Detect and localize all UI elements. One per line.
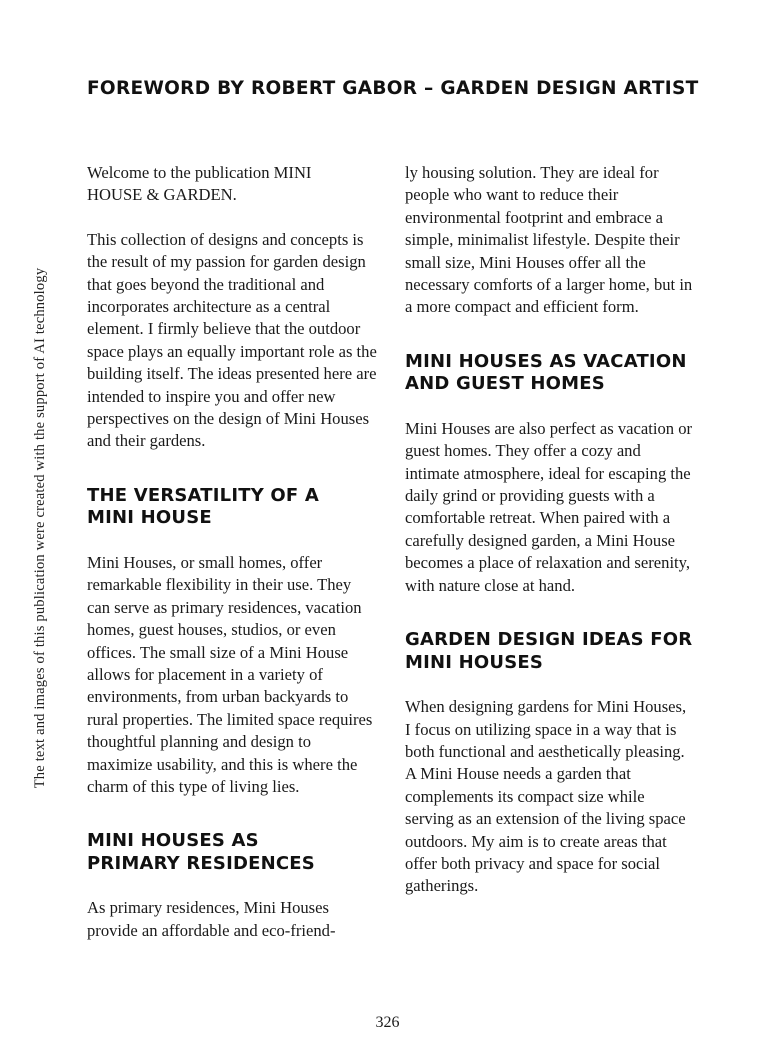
heading-vacation-line-2: AND GUEST HOMES <box>405 373 605 395</box>
right-column <box>405 162 695 898</box>
heading-garden-line-2: MINI HOUSES <box>405 651 544 673</box>
primary-residences-paragraph-start: As primary residences, Mini Houses provide an affordable and eco-friend- <box>87 898 336 940</box>
page-title: FOREWORD BY ROBERT GABOR – GARDEN DESIGN ARTIST <box>87 78 699 99</box>
primary-residences-paragraph-end: ly housing solution. They are ideal for people who want to reduce their environmental footprint and embrace a simple, minimalist lifestyle. Despite their small size, Mini Houses offer all the necessary comforts of a larger home, but in a more compact and efficient form. <box>405 163 693 317</box>
heading-primary-line-2: PRIMARY RESIDENCES <box>87 852 315 874</box>
heading-vacation-line-1: MINI HOUSES AS VACATION <box>405 350 687 372</box>
heading-versatility-line-2: MINI HOUSE <box>87 507 212 529</box>
heading-primary-residences <box>87 830 377 875</box>
heading-vacation-homes <box>405 351 695 396</box>
heading-garden-design <box>405 629 695 674</box>
heading-versatility-line-1: THE VERSATILITY OF A <box>87 484 320 506</box>
garden-design-paragraph: When designing gardens for Mini Houses, I focus on utilizing space in a way that is both functional and aesthetically pleasing. A Mini House needs a garden that complements its compact size while serving as an extension of the living space outdoors. My aim is to create areas that offer both privacy and space for social gatherings. <box>405 697 687 896</box>
left-column <box>87 162 377 942</box>
intro-paragraph-1 <box>87 162 377 207</box>
intro-line-1: Welcome to the publication MINI <box>87 163 312 182</box>
vacation-paragraph: Mini Houses are also perfect as vacation or guest homes. They offer a cozy and intimate atmosphere, ideal for escaping the daily grind or providing guests with a comfortable retreat. When paired with a carefully designed garden, a Mini House becomes a place of relaxation and serenity, with nature close at hand. <box>405 418 693 595</box>
intro-paragraph-2: This collection of designs and concepts is the result of my passion for garden design that goes beyond the traditional and incorporates architecture as a central element. I firmly believe that the outdoor space plays an equally important role as the building itself. The ideas presented here are intended to inspire you and offer new perspectives on the design of Mini Houses and their gardens. <box>87 229 377 451</box>
heading-primary-line-1: MINI HOUSES AS <box>87 830 259 852</box>
page-number: 326 <box>375 1014 400 1031</box>
versatility-paragraph: Mini Houses, or small homes, offer remarkable flexibility in their use. They can serve as primary residences, vacation homes, guest houses, studios, or even offices. The small size of a Mini House allows for placement in a variety of environments, from urban backyards to rural properties. The limited space requires thoughtful planning and design to maximize usability, and this is where the charm of this type of living lies. <box>87 552 373 796</box>
ai-disclaimer-side-note: The text and images of this publication were created with the support of AI technology <box>32 267 48 789</box>
heading-garden-line-1: GARDEN DESIGN IDEAS FOR <box>405 629 693 651</box>
intro-line-2: HOUSE & GARDEN. <box>87 185 237 205</box>
heading-versatility <box>87 485 377 530</box>
